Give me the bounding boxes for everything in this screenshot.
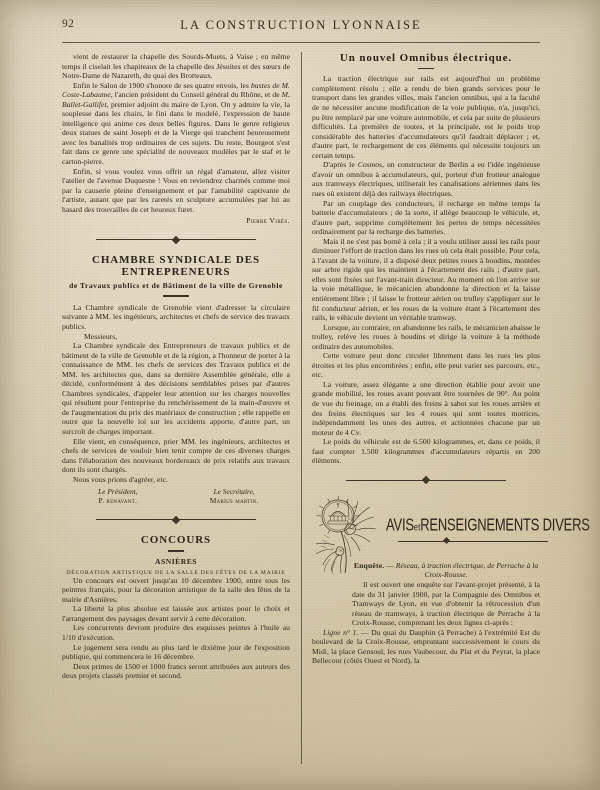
avis-title-amp: et: [413, 521, 421, 533]
running-head: [62, 18, 540, 38]
column-gutter-rule: [290, 52, 312, 764]
concours-para-3: Les concurrents devront produire des esquisses peintes à l'huile au 1/10 d'exécution.: [62, 623, 290, 642]
secretary-name: Marius martin.: [209, 496, 259, 506]
omnibus-para-2: [312, 160, 540, 198]
omnibus-para-4: Mais il ne s'est pas borné à cela ; il a voulu utiliser aussi les rails pour diminuer l'effort de traction dans les rues où cela était possible. Pour cela, à l'avant de la voiture, il a disposé deux petites roues à boudins, montées sur arbre rigide qui les maintient à l'écartement des rails ; d'autre part, elles sont fixées sur l'avant-train directeur. Au moment où l'on arrive sur la voie métallique, le mécanicien abandonne la direction et la laisse entièrement libre ; il laisse le frotteur aérien ou trolley s'appliquer sur le fil conducteur aérien, et les roues de la voiture étant à l'écartement des rails, le véhicule devient un véritable tramway.: [312, 236, 540, 323]
para2-italic-1: bustes de M. Coste-Labaume: [62, 80, 290, 100]
two-column-body: [62, 52, 590, 764]
journal-title: LA CONSTRUCTION LYONNAISE: [180, 18, 422, 32]
page-content: [62, 18, 590, 766]
continuation-para-1: vient de restaurer la chapelle des Sourds-Muets, à Vaise ; en même temps il ciselait les chapiteaux de la chapelle des Jésuites et des sœurs de Notre-Dame de Nazareth, du quai des Brotteaux.: [62, 52, 290, 81]
para2-italic-2: M. Ballet-Gallifet: [62, 90, 290, 109]
enquete-title: Réseau, à traction électrique, de Perrache à la Croix-Rousse.: [395, 560, 539, 580]
signature-president: [62, 487, 174, 505]
ligne-1-dash: —: [360, 627, 369, 637]
heading-dash-2: [168, 550, 184, 551]
concours-para-2: La liberté la plus absolue est laissée aux artistes pour le choix et l'arrangement des paysages devant servir à cette décoration.: [62, 604, 290, 623]
chambre-body-1: La Chambre syndicale des Entrepreneurs de travaux publics et de bâtiment de la ville de Grenoble et de la région, a l'honneur de porter à la connaissance de MM. les chefs de services des Travaux publics et de MM. les architectes que, dans sa dernière Assemblée générale, elle a décidé, conformément à des décisions semblables prises par d'autres Chambres syndicales, d'appeler leur attention sur les charges nouvelles qui résultent pour l'entreprise du renchérissement de la main-d'œuvre et de l'augmentation du prix des matériaux de construction ; elle rappelle en outre que la nouvelle loi sur les accidents apporte, d'autre part, un surcroît de charges important.: [62, 341, 290, 436]
omnibus-p2-post: , un constructeur de Berlin a eu l'idée ingénieuse d'avoir un omnibus à accumulateurs, qui, porteur d'un frotteur analogue aux tramways électriques, utiliserait les canalisations aériennes dans les rues où existent déjà des railways électriques.: [312, 160, 541, 198]
continuation-para-3: Enfin, si vous voulez vous offrir un régal d'amateur, allez visiter l'atelier de l'avenue Duquesne ! Vous en reviendrez charmés comme moi par la causerie pleine d'enseignement et par l'amabilité captivante de l'artiste, autant que par les raretés en sculpture accumulées par lui au hasard des trouvailles de cet heureux furet.: [62, 166, 290, 214]
ligne-1-paragraph: [312, 628, 540, 666]
left-column: [62, 52, 290, 764]
concours-caption: DÉCORATION ARTISTIQUE DE LA SALLE DES FÊTES DE LA MAIRIE: [66, 569, 286, 576]
article-byline: Pierre Virès.: [246, 216, 290, 226]
omnibus-para-3: Par un couplage des conducteurs, il recharge en même temps la batterie d'accumulateurs ; de la sorte, il allège beaucoup le véhicule, et, d'autre part, supprime complètement les pertes de temps nécessitées ordinairement par la recharge des batteries.: [312, 198, 540, 237]
avis-underline: [398, 541, 548, 542]
chambre-syndicale-heading: CHAMBRE SYNDICALE DES ENTREPRENEURS: [91, 254, 261, 279]
page-number: 92: [62, 18, 75, 30]
enquete-label: Enquête.: [353, 560, 385, 570]
omnibus-p2-pre: D'après le: [323, 160, 358, 170]
omnibus-para-5: Lorsque, au contraire, on abandonne les rails, le mécanicien abaisse le trolley, relève les roues à boudins et dirige la voiture à la méthode ordinaire des automobiles.: [312, 322, 540, 351]
chambre-intro: La Chambre syndicale de Grenoble vient d'adresser la circulaire suivante à MM. les ingénieurs, architectes et chefs de service des travaux publics.: [62, 302, 290, 331]
heading-dash-1: [163, 295, 189, 297]
avis-title: [386, 514, 590, 534]
concours-heading: CONCOURS: [140, 534, 212, 547]
secretary-role: Le Secrétaire,: [213, 487, 255, 497]
omnibus-para-1: La traction électrique sur rails est aujourd'hui un problème complètement résolu ; elle a rendu de bien grands services pour le transport dans les grandes villes, mais l'ancien omnibus, qui a la faculté de ne nécessiter aucune modification de la voie publique, n'a, jusqu'ici, pu être remplacé par une voiture automobile, et cela par suite de plusieurs difficultés. La première de toutes, et la principale, est le poids trop considérable des batteries d'accumulateurs qu'il faudrait déplacer ; et, d'autre part, le rechargement de ces éléments qui nécessite toujours un certain temps.: [312, 74, 540, 160]
signature-secretary: [178, 487, 290, 505]
continuation-para-2: [62, 81, 290, 167]
chambre-body-3: Nous vous prions d'agréer, etc.: [73, 474, 168, 484]
section-divider-2: [62, 514, 290, 525]
avis-title-rest: RENSEIGNEMENTS DIVERS: [420, 514, 590, 535]
concours-para-5: Deux primes de 1500 et 1000 francs seront attribuées aux auteurs des deux projets classés premier et second.: [62, 661, 290, 681]
para2-post: , premier adjoint du maire de Lyon. On y admire la vie, la souplesse dans les chairs, le fini dans le modelé, l'expression de haute intelligence qui anime ces deux belles figures. Dans le genre religieux deux statues de saint Joseph et de la Vierge qui tranchent heureusement avec les banalités trop ordinaires de ces sujets. Du reste, Bourgeot s'est fait dans ce genre une spécialité de nouveaux modèles par le staf et le carton-pierre.: [62, 99, 290, 167]
chambre-body-2: Elle vient, en conséquence, prier MM. les ingénieurs, architectes et chefs de services de vouloir bien tenir compte de ces diverses charges dans l'élaboration des nouveaux bordereaux de prix relatifs aux travaux dont ils sont chargés.: [62, 436, 290, 475]
engraved-thistle-medallion-icon: [308, 491, 394, 577]
president-name: P. renavant.: [98, 496, 138, 506]
avis-masthead: [312, 495, 590, 561]
ligne-1-label: Ligne n° 1.: [323, 627, 359, 637]
concours-subheading: ASNIÈRES: [155, 556, 197, 566]
header-rule: [62, 42, 540, 43]
ligne-1-body: Du quai du Dauphin (à Perrache) à l'extrémité Est du boulevard de la Croix-Rousse, empruntant successivement le cours du Midi, la place Gensoul, les rues Vaubecour, du Plat et du Peyrat, la place Bellecour (côtés Ouest et Nord), la: [312, 627, 541, 666]
concours-para-1: Un concours est ouvert jusqu'au 10 décembre 1900, entre tous les peintres français, pour la décoration artistique de la salle des fêtes de la mairie d'Asnières.: [62, 575, 290, 604]
enquete-dash: —: [386, 560, 394, 570]
chambre-salutation: Messieurs,: [84, 331, 118, 341]
omnibus-para-7: La voiture, assez élégante a une direction établie pour avoir une grande mobilité, les roues avant pouvant être tournées de 90°. Au point de vue du freinage, on a établi des freins à sabot sur les roues arrière et des freins électriques sur les 4 roues qui sont toutes motrices, indépendamment les unes des autres, et actionnées chacune par un moteur de 4 Cv.: [312, 379, 540, 437]
omnibus-para-6: Cette voiture peut donc circuler librement dans les rues les plus étroites et les plus encombrées ; enfin, elle peut varier ses parcours, etc., etc.: [312, 351, 540, 380]
omnibus-p2-italic: Cosmos: [357, 160, 383, 170]
president-role: Le Président,: [98, 487, 138, 497]
chambre-syndicale-subheading: de Travaux publics et de Bâtiment de la ville de Grenoble: [69, 281, 283, 291]
omnibus-heading: Un nouvel Omnibus électrique.: [339, 52, 513, 64]
concours-para-4: Le jugement sera rendu au plus tard le dixième jour de l'exposition publique, qui commencera le 16 décembre.: [62, 642, 290, 662]
avis-title-main: AVIS: [386, 514, 414, 535]
para2-pre: Enfin le Salon de 1900 s'honore de ses quatre envois, les: [73, 80, 251, 90]
omnibus-para-8: Le poids du véhicule est de 6.500 kilogrammes, et, dans ce poids, il faut compter 1.500 kilogrammes d'accumulateurs répartis en 200 éléments.: [312, 437, 540, 466]
right-column: [312, 52, 590, 764]
signature-row: [62, 487, 290, 505]
para2-mid: , l'ancien président du Conseil général du Rhône, et de: [110, 90, 282, 100]
section-divider-1: [62, 234, 290, 245]
enquete-body: Il est ouvert une enquête sur l'avant-projet présenté, à la date du 31 janvier 1900, par la Compagnie des Omnibus et Tramways de Lyon, en vue d'obtenir la rétrocession d'un réseau de tramways, à traction électrique de Perrache à la Croix-Rousse, comprenant les deux lignes ci-après :: [352, 580, 540, 628]
section-divider-3: [312, 475, 540, 486]
heading-dash-3: [418, 68, 434, 69]
